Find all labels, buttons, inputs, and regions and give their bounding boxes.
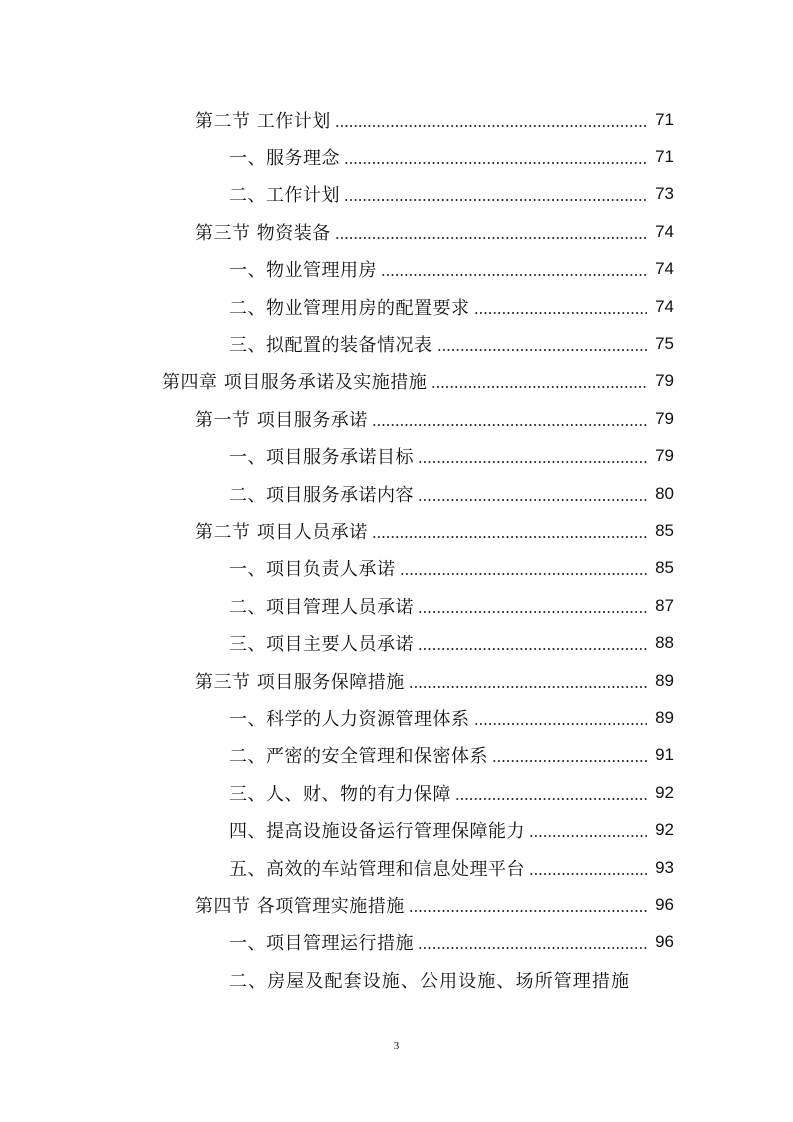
toc-entry-page-number: 87 bbox=[655, 595, 674, 615]
toc-entry-page-number: 79 bbox=[655, 408, 674, 428]
toc-entry-title: 一、项目服务承诺目标 bbox=[229, 447, 414, 469]
toc-dot-leader bbox=[492, 760, 647, 762]
toc-entry-page-number: 80 bbox=[655, 483, 674, 503]
toc-entry-title: 第一节 项目服务承诺 bbox=[195, 409, 368, 431]
toc-entry[interactable] bbox=[0, 176, 793, 213]
toc-entry[interactable] bbox=[0, 924, 793, 961]
toc-entry-title: 五、高效的车站管理和信息处理平台 bbox=[229, 858, 525, 880]
toc-entry-page-number: 92 bbox=[655, 820, 674, 840]
toc-entry[interactable] bbox=[0, 550, 793, 587]
toc-dot-leader bbox=[344, 162, 647, 164]
toc-dot-leader bbox=[372, 536, 647, 538]
toc-entry[interactable] bbox=[0, 101, 793, 138]
toc-entry[interactable] bbox=[0, 624, 793, 661]
toc-entry[interactable] bbox=[0, 475, 793, 512]
toc-dot-leader bbox=[418, 947, 647, 949]
toc-entry[interactable] bbox=[0, 288, 793, 325]
toc-entry[interactable] bbox=[0, 512, 793, 549]
toc-dot-leader bbox=[418, 499, 647, 501]
toc-entry[interactable] bbox=[0, 325, 793, 362]
toc-entry-title: 二、工作计划 bbox=[229, 185, 340, 207]
toc-dot-leader bbox=[409, 686, 647, 688]
toc-entry-title: 二、项目服务承诺内容 bbox=[229, 484, 414, 506]
toc-entry-title: 一、项目负责人承诺 bbox=[229, 559, 396, 581]
toc-entry[interactable] bbox=[0, 400, 793, 437]
toc-entry-title: 三、拟配置的装备情况表 bbox=[229, 335, 433, 357]
toc-dot-leader bbox=[418, 611, 647, 613]
toc-entry-title: 二、严密的安全管理和保密体系 bbox=[229, 746, 488, 768]
toc-entry-page-number: 89 bbox=[655, 707, 674, 727]
toc-entry[interactable] bbox=[0, 662, 793, 699]
toc-entry-title: 四、提高设施设备运行管理保障能力 bbox=[229, 821, 525, 843]
toc-dot-leader bbox=[418, 648, 647, 650]
toc-entry-page-number: 74 bbox=[655, 296, 674, 316]
toc-entry-title: 二、物业管理用房的配置要求 bbox=[229, 297, 470, 319]
toc-entry-page-number: 85 bbox=[655, 520, 674, 540]
toc-entry-page-number: 96 bbox=[655, 932, 674, 952]
toc-entry-title: 第三节 项目服务保障措施 bbox=[195, 671, 405, 693]
toc-dot-leader bbox=[529, 873, 647, 875]
toc-entry[interactable] bbox=[0, 587, 793, 624]
toc-entry-title: 第三节 物资装备 bbox=[195, 222, 331, 244]
toc-entry[interactable] bbox=[0, 363, 793, 400]
toc-entry-page-number: 75 bbox=[655, 334, 674, 354]
toc-entry-page-number: 88 bbox=[655, 633, 674, 653]
toc-entry-page-number: 89 bbox=[655, 670, 674, 690]
toc-entry[interactable] bbox=[0, 737, 793, 774]
toc-dot-leader bbox=[529, 835, 647, 837]
toc-entry-title: 第二节 项目人员承诺 bbox=[195, 521, 368, 543]
toc-entry[interactable] bbox=[0, 849, 793, 886]
toc-dot-leader bbox=[474, 723, 648, 725]
toc-entry[interactable] bbox=[0, 886, 793, 923]
toc-entry-page-number: 73 bbox=[655, 184, 674, 204]
toc-entry-page-number: 71 bbox=[655, 147, 674, 167]
toc-entry-page-number: 79 bbox=[655, 446, 674, 466]
toc-entry-page-number: 85 bbox=[655, 558, 674, 578]
toc-entry-page-number: 92 bbox=[655, 782, 674, 802]
toc-dot-leader bbox=[400, 573, 648, 575]
toc-entry-page-number: 74 bbox=[655, 259, 674, 279]
toc-entry-title: 一、项目管理运行措施 bbox=[229, 933, 414, 955]
toc-dot-leader bbox=[431, 386, 647, 388]
toc-dot-leader bbox=[455, 798, 647, 800]
toc-entry-page-number: 79 bbox=[655, 371, 674, 391]
toc-dot-leader bbox=[344, 199, 647, 201]
toc-entry-title: 二、项目管理人员承诺 bbox=[229, 596, 414, 618]
toc-dot-leader bbox=[335, 125, 647, 127]
toc-entry-title: 三、人、财、物的有力保障 bbox=[229, 783, 451, 805]
toc-entry[interactable] bbox=[0, 251, 793, 288]
toc-entry-title: 三、项目主要人员承诺 bbox=[229, 634, 414, 656]
toc-entry-page-number: 96 bbox=[655, 894, 674, 914]
toc-entry-title: 一、服务理念 bbox=[229, 148, 340, 170]
toc-entry-page-number: 93 bbox=[655, 857, 674, 877]
toc-entry-title: 二、房屋及配套设施、公用设施、场所管理措施 bbox=[229, 970, 631, 992]
toc-entry-page-number: 74 bbox=[655, 221, 674, 241]
toc-entry-title: 一、物业管理用房 bbox=[229, 260, 377, 282]
toc-entry[interactable] bbox=[0, 138, 793, 175]
toc-entry[interactable] bbox=[0, 961, 793, 998]
toc-dot-leader bbox=[335, 237, 647, 239]
toc-entry-title: 第四节 各项管理实施措施 bbox=[195, 895, 405, 917]
toc-entry[interactable] bbox=[0, 774, 793, 811]
toc-dot-leader bbox=[418, 461, 647, 463]
toc-entry[interactable] bbox=[0, 699, 793, 736]
toc-dot-leader bbox=[474, 312, 648, 314]
toc-dot-leader bbox=[372, 424, 647, 426]
toc-entry-title: 第四章 项目服务承诺及实施措施 bbox=[162, 372, 428, 394]
toc-entry-title: 一、科学的人力资源管理体系 bbox=[229, 708, 470, 730]
toc-entry[interactable] bbox=[0, 438, 793, 475]
page-number: 3 bbox=[393, 1040, 400, 1052]
toc-dot-leader bbox=[381, 274, 647, 276]
toc-entry-page-number: 91 bbox=[655, 745, 674, 765]
table-of-contents bbox=[0, 101, 793, 998]
toc-entry[interactable] bbox=[0, 811, 793, 848]
toc-dot-leader bbox=[409, 910, 647, 912]
toc-dot-leader bbox=[437, 349, 648, 351]
toc-entry-page-number: 71 bbox=[655, 109, 674, 129]
toc-entry-title: 第二节 工作计划 bbox=[195, 110, 331, 132]
toc-entry[interactable] bbox=[0, 213, 793, 250]
